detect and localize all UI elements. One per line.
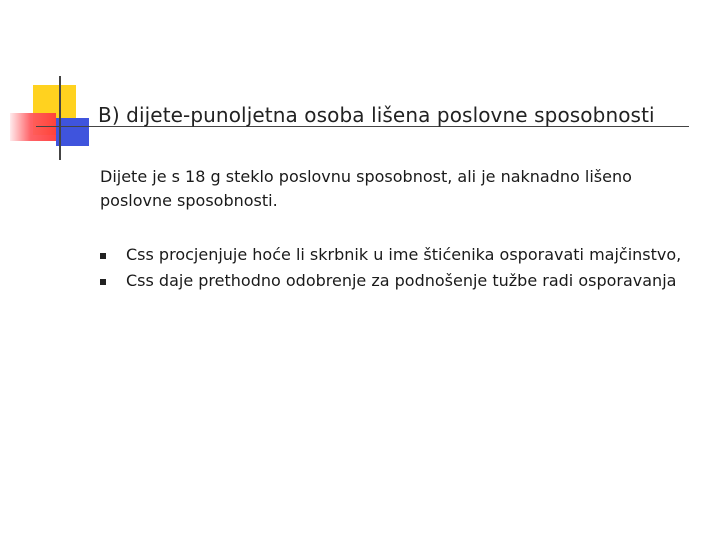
square-bullet-icon: [100, 279, 106, 285]
list-item: [100, 271, 690, 291]
bullet-text: Css daje prethodno odobrenje za podnošenje tužbe radi osporavanja: [126, 271, 677, 290]
decorative-red-bar: [10, 113, 56, 141]
decorative-vertical-line: [59, 76, 61, 160]
slide-title: B) dijete-punoljetna osoba lišena poslovne sposobnosti: [98, 103, 655, 127]
square-bullet-icon: [100, 253, 106, 259]
bullet-list: [100, 245, 690, 297]
intro-paragraph: Dijete je s 18 g steklo poslovnu sposobnost, ali je naknadno lišeno poslovne sposobnosti.: [100, 167, 632, 210]
bullet-text: Css procjenjuje hoće li skrbnik u ime štićenika osporavati majčinstvo,: [126, 245, 682, 264]
list-item: [100, 245, 690, 265]
